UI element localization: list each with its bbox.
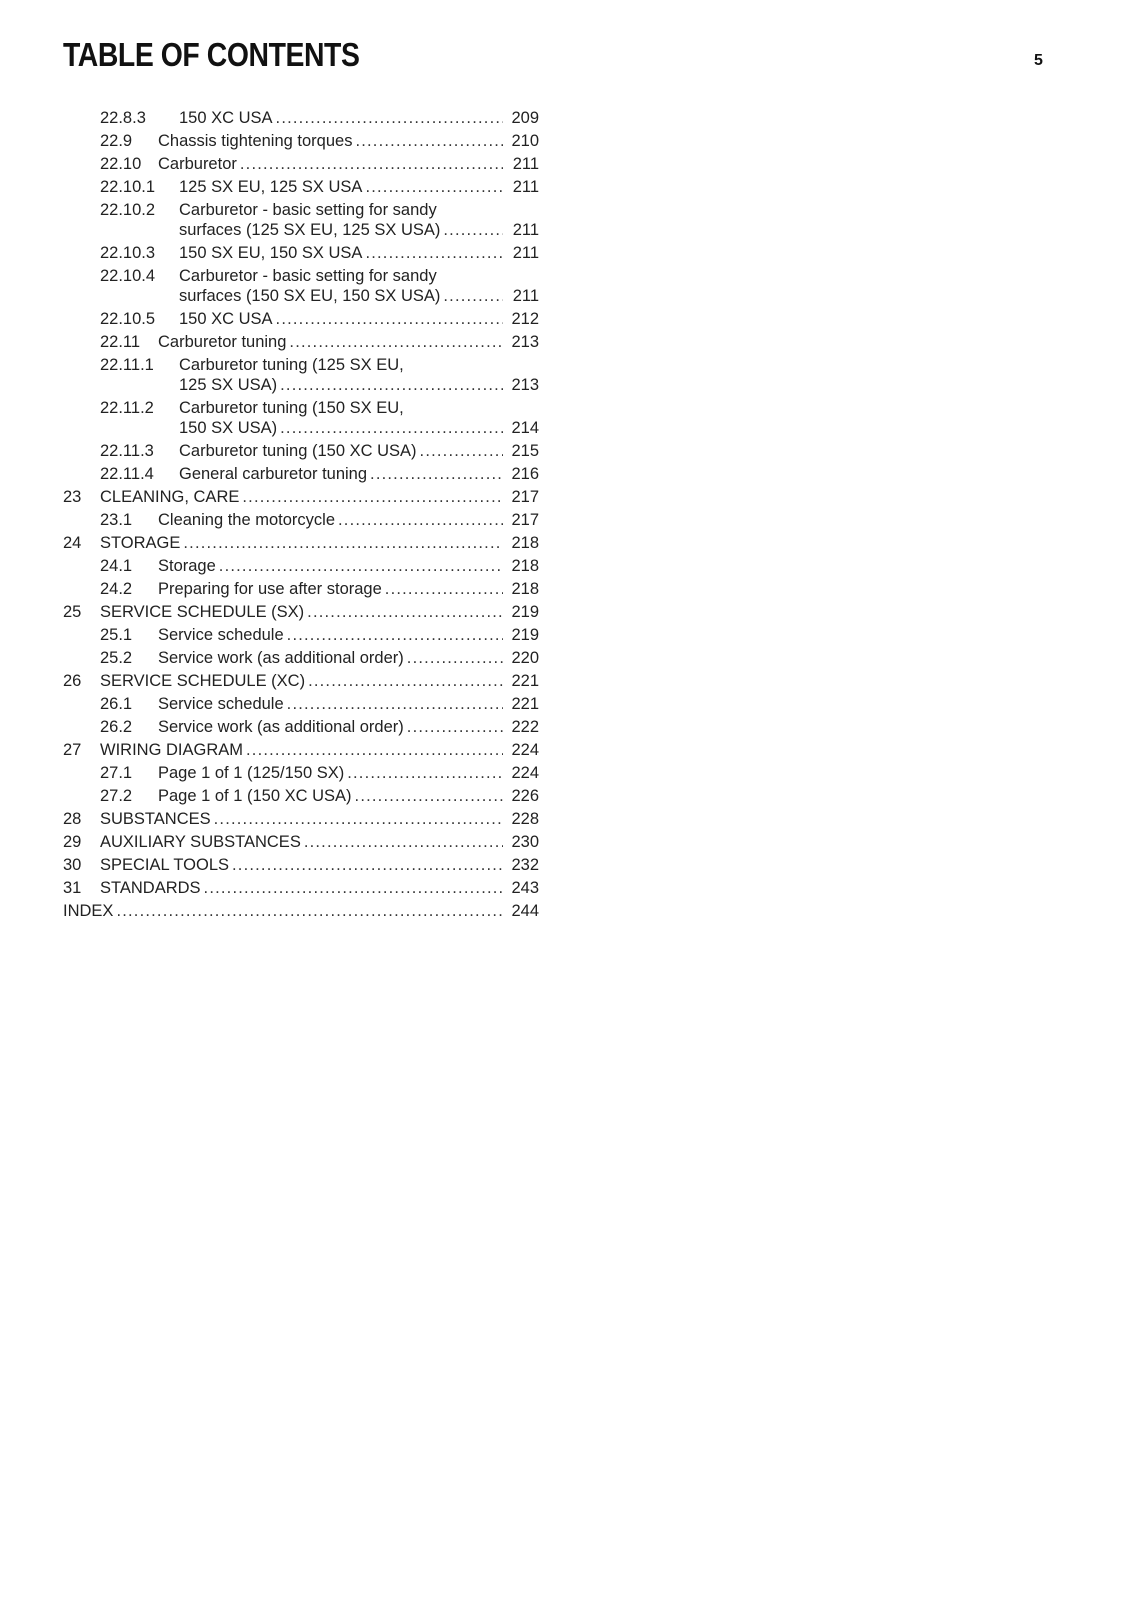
leader-dots (365, 176, 503, 199)
leader-dots (276, 107, 503, 130)
toc-entry-title-line2: 125 SX USA) (179, 374, 280, 397)
toc-entry-number: 27.1 (100, 764, 133, 782)
leader-dots (338, 509, 503, 532)
toc-entry[interactable] (0, 153, 560, 176)
toc-entry[interactable] (0, 509, 560, 532)
toc-entry-number: 23 (63, 488, 82, 506)
toc-entry-number: 22.11 (100, 333, 141, 351)
toc-entry-page: 226 (505, 785, 539, 808)
toc-entry-title-line2: 150 SX USA) (179, 417, 280, 440)
table-of-contents (0, 107, 560, 923)
toc-entry-page: 215 (505, 440, 539, 463)
toc-entry-title: SUBSTANCES (100, 808, 214, 831)
toc-entry-title: Service work (as additional order) (158, 716, 407, 739)
toc-entry-number: 25.2 (100, 649, 133, 667)
toc-entry[interactable] (0, 265, 560, 308)
toc-entry-number: 22.10.2 (100, 201, 156, 219)
toc-entry-number: 31 (63, 879, 82, 897)
toc-entry[interactable] (0, 877, 560, 900)
toc-entry-page: 232 (505, 854, 539, 877)
toc-entry-title: Chassis tightening torques (158, 130, 355, 153)
toc-entry[interactable] (0, 440, 560, 463)
toc-entry-page: 213 (505, 374, 539, 397)
leader-dots (355, 785, 503, 808)
leader-dots (407, 647, 503, 670)
toc-entry-title: SERVICE SCHEDULE (XC) (100, 670, 308, 693)
toc-entry-page: 218 (505, 555, 539, 578)
toc-entry-page: 224 (505, 762, 539, 785)
toc-entry-title: Preparing for use after storage (158, 578, 385, 601)
leader-dots (246, 739, 503, 762)
toc-entry-number: 22.10.5 (100, 310, 156, 328)
toc-entry-title: Storage (158, 555, 219, 578)
toc-entry-number: 26 (63, 672, 82, 690)
toc-entry-number: 22.9 (100, 132, 133, 150)
leader-dots (365, 242, 503, 265)
leader-dots (280, 374, 503, 397)
toc-entry-page: 218 (505, 578, 539, 601)
leader-dots (116, 900, 503, 923)
leader-dots (385, 578, 503, 601)
leader-dots (219, 555, 503, 578)
toc-entry-title: STANDARDS (100, 877, 204, 900)
toc-entry[interactable] (0, 532, 560, 555)
toc-entry-page: 244 (505, 900, 539, 923)
toc-entry[interactable] (0, 130, 560, 153)
toc-entry-title: Page 1 of 1 (125/150 SX) (158, 762, 347, 785)
toc-entry-number: 22.10.4 (100, 267, 156, 285)
leader-dots (276, 308, 503, 331)
toc-entry-number: 22.11.4 (100, 465, 154, 483)
toc-entry-number: 22.10.1 (100, 178, 156, 196)
toc-entry[interactable] (0, 808, 560, 831)
toc-entry-title-line2: surfaces (125 SX EU, 125 SX USA) (179, 219, 443, 242)
toc-entry-number: 23.1 (100, 511, 133, 529)
toc-entry-page: 220 (505, 647, 539, 670)
toc-entry-title: SPECIAL TOOLS (100, 854, 232, 877)
toc-entry[interactable] (0, 397, 560, 440)
toc-entry-number: 30 (63, 856, 82, 874)
toc-entry-number: 27.2 (100, 787, 133, 805)
toc-entry[interactable] (0, 486, 560, 509)
toc-entry[interactable] (0, 555, 560, 578)
leader-dots (443, 219, 503, 242)
toc-entry[interactable] (0, 670, 560, 693)
toc-entry-title: Carburetor tuning (158, 331, 289, 354)
leader-dots (280, 417, 503, 440)
toc-entry[interactable] (0, 716, 560, 739)
toc-entry[interactable] (0, 578, 560, 601)
toc-entry[interactable] (0, 308, 560, 331)
leader-dots (183, 532, 503, 555)
toc-entry-number: 22.11.2 (100, 399, 154, 417)
toc-entry-title: 150 SX EU, 150 SX USA (179, 242, 365, 265)
toc-entry-page: 221 (505, 693, 539, 716)
toc-entry-page: 218 (505, 532, 539, 555)
toc-entry-page: 243 (505, 877, 539, 900)
toc-entry-number: 28 (63, 810, 82, 828)
toc-entry-title: SERVICE SCHEDULE (SX) (100, 601, 307, 624)
toc-entry-title: INDEX (63, 900, 116, 923)
toc-entry-page: 217 (505, 486, 539, 509)
toc-entry[interactable] (0, 624, 560, 647)
toc-entry-page: 211 (505, 176, 539, 199)
leader-dots (289, 331, 503, 354)
toc-entry-number: 29 (63, 833, 82, 851)
toc-entry-title: WIRING DIAGRAM (100, 739, 246, 762)
toc-entry-page: 216 (505, 463, 539, 486)
toc-entry-page: 230 (505, 831, 539, 854)
toc-entry-title: CLEANING, CARE (100, 486, 242, 509)
leader-dots (287, 693, 503, 716)
leader-dots (204, 877, 503, 900)
toc-entry-page: 211 (505, 242, 539, 265)
leader-dots (304, 831, 503, 854)
toc-entry[interactable] (0, 831, 560, 854)
toc-entry-number: 24.2 (100, 580, 133, 598)
page-number: 5 (1034, 52, 1043, 69)
toc-entry-title: Service schedule (158, 693, 287, 716)
toc-entry-title: Service work (as additional order) (158, 647, 407, 670)
toc-entry-number: 22.8.3 (100, 109, 146, 127)
leader-dots (287, 624, 503, 647)
toc-entry-number: 25.1 (100, 626, 133, 644)
toc-entry-number: 22.11.3 (100, 442, 154, 460)
toc-entry-title-line1: Carburetor tuning (150 SX EU, (179, 399, 404, 417)
toc-entry-title: Service schedule (158, 624, 287, 647)
toc-entry-number: 26.1 (100, 695, 133, 713)
toc-entry[interactable] (0, 854, 560, 877)
toc-entry-title: 150 XC USA (179, 308, 276, 331)
toc-entry-title: General carburetor tuning (179, 463, 370, 486)
toc-entry-number: 24.1 (100, 557, 133, 575)
toc-entry-page: 211 (505, 153, 539, 176)
toc-entry-title: Page 1 of 1 (150 XC USA) (158, 785, 355, 808)
toc-entry-page: 224 (505, 739, 539, 762)
toc-entry[interactable] (0, 331, 560, 354)
leader-dots (308, 670, 503, 693)
toc-entry-page: 221 (505, 670, 539, 693)
toc-entry-title: Carburetor tuning (150 XC USA) (179, 440, 420, 463)
toc-entry[interactable] (0, 762, 560, 785)
toc-entry-number: 27 (63, 741, 82, 759)
toc-entry-page: 228 (505, 808, 539, 831)
toc-entry-title-line1: Carburetor tuning (125 SX EU, (179, 356, 404, 374)
toc-entry-page: 211 (505, 219, 539, 242)
page-title: TABLE OF CONTENTS (63, 36, 360, 73)
toc-entry-number: 25 (63, 603, 82, 621)
toc-entry[interactable] (0, 739, 560, 762)
toc-entry-title: Cleaning the motorcycle (158, 509, 338, 532)
toc-entry-title-line1: Carburetor - basic setting for sandy (179, 267, 437, 285)
toc-entry-number: 22.10 (100, 155, 142, 173)
toc-entry[interactable] (0, 107, 560, 130)
leader-dots (370, 463, 503, 486)
toc-entry[interactable] (0, 199, 560, 242)
toc-entry[interactable] (0, 785, 560, 808)
toc-entry-page: 210 (505, 130, 539, 153)
leader-dots (347, 762, 503, 785)
leader-dots (307, 601, 503, 624)
toc-entry-title: Carburetor (158, 153, 240, 176)
toc-entry[interactable] (0, 463, 560, 486)
leader-dots (355, 130, 503, 153)
leader-dots (240, 153, 503, 176)
leader-dots (443, 285, 503, 308)
toc-entry[interactable] (0, 242, 560, 265)
leader-dots (242, 486, 503, 509)
toc-entry-number: 22.10.3 (100, 244, 156, 262)
toc-entry-title: STORAGE (100, 532, 183, 555)
toc-entry-page: 209 (505, 107, 539, 130)
toc-entry-number: 26.2 (100, 718, 133, 736)
toc-entry-page: 219 (505, 624, 539, 647)
toc-entry[interactable] (0, 693, 560, 716)
toc-entry-title-line2: surfaces (150 SX EU, 150 SX USA) (179, 285, 443, 308)
toc-entry-page: 213 (505, 331, 539, 354)
toc-entry-page: 211 (505, 285, 539, 308)
toc-entry[interactable] (0, 176, 560, 199)
toc-entry-title-line1: Carburetor - basic setting for sandy (179, 201, 437, 219)
toc-entry-number: 24 (63, 534, 82, 552)
toc-entry-title: 125 SX EU, 125 SX USA (179, 176, 365, 199)
toc-entry-page: 219 (505, 601, 539, 624)
toc-entry[interactable] (0, 354, 560, 397)
toc-entry[interactable] (0, 647, 560, 670)
leader-dots (232, 854, 503, 877)
leader-dots (214, 808, 503, 831)
toc-entry-title: 150 XC USA (179, 107, 276, 130)
toc-entry-page: 222 (505, 716, 539, 739)
toc-entry-page: 212 (505, 308, 539, 331)
toc-entry-index[interactable] (0, 900, 560, 923)
toc-entry-page: 214 (505, 417, 539, 440)
toc-entry[interactable] (0, 601, 560, 624)
leader-dots (420, 440, 503, 463)
leader-dots (407, 716, 503, 739)
toc-entry-page: 217 (505, 509, 539, 532)
toc-entry-number: 22.11.1 (100, 356, 154, 374)
toc-entry-title: AUXILIARY SUBSTANCES (100, 831, 304, 854)
